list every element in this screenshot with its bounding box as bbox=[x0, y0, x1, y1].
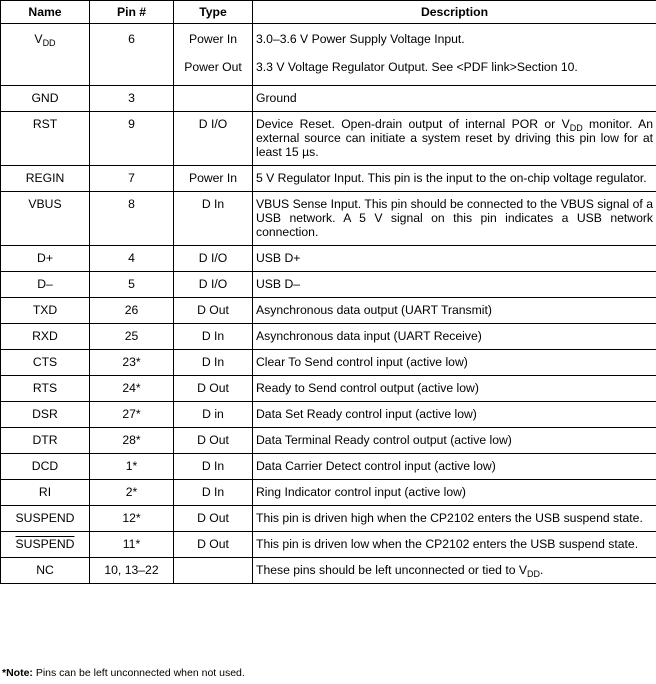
pin-name: NC bbox=[1, 558, 90, 584]
pin-number: 6 bbox=[90, 24, 174, 86]
pin-name: VBUS bbox=[1, 192, 90, 246]
pin-type: D In bbox=[174, 350, 253, 376]
table-row bbox=[1, 480, 656, 506]
pin-description: Asynchronous data input (UART Receive) bbox=[253, 324, 656, 350]
pin-name: RST bbox=[1, 112, 90, 166]
pin-description: Data Carrier Detect control input (active low) bbox=[253, 454, 656, 480]
pin-description: Clear To Send control input (active low) bbox=[253, 350, 656, 376]
table-row bbox=[1, 246, 656, 272]
header-name: Name bbox=[1, 1, 90, 24]
pin-description: USB D– bbox=[253, 272, 656, 298]
footnote-text: Pins can be left unconnected when not used. bbox=[32, 667, 245, 679]
pin-number: 5 bbox=[90, 272, 174, 298]
pin-name: REGIN bbox=[1, 166, 90, 192]
pin-type bbox=[174, 86, 253, 112]
pin-name bbox=[1, 24, 90, 86]
header-type: Type bbox=[174, 1, 253, 24]
table-row bbox=[1, 428, 656, 454]
table-row bbox=[1, 112, 656, 166]
pin-description: USB D+ bbox=[253, 246, 656, 272]
pin-type-line-1: Power In bbox=[188, 32, 238, 46]
table-row bbox=[1, 350, 656, 376]
vdd-name-sub: DD bbox=[42, 38, 56, 48]
pin-number: 12* bbox=[90, 506, 174, 532]
pin-name: RTS bbox=[1, 376, 90, 402]
pin-name: DCD bbox=[1, 454, 90, 480]
pin-name: CTS bbox=[1, 350, 90, 376]
pin-type bbox=[174, 558, 253, 584]
pin-name: GND bbox=[1, 86, 90, 112]
pin-description-line-2: 3.3 V Voltage Regulator Output. See <PDF link>Section 10. bbox=[256, 60, 578, 74]
pin-name bbox=[1, 532, 90, 558]
pin-number: 9 bbox=[90, 112, 174, 166]
pin-type: D I/O bbox=[174, 112, 253, 166]
pin-type-line-2: Power Out bbox=[184, 60, 242, 74]
header-pin: Pin # bbox=[90, 1, 174, 24]
pin-description bbox=[253, 112, 656, 166]
rst-desc-a: Device Reset. Open-drain output of internal POR or V bbox=[256, 117, 570, 131]
pin-type: D Out bbox=[174, 298, 253, 324]
nc-desc-a: These pins should be left unconnected or tied to V bbox=[256, 563, 528, 577]
pin-number: 2* bbox=[90, 480, 174, 506]
pin-name: D+ bbox=[1, 246, 90, 272]
pin-description: This pin is driven low when the CP2102 enters the USB suspend state. bbox=[253, 532, 656, 558]
pin-name: RXD bbox=[1, 324, 90, 350]
table-row bbox=[1, 166, 656, 192]
pin-type: D In bbox=[174, 454, 253, 480]
pin-type bbox=[174, 24, 253, 86]
pin-number: 4 bbox=[90, 246, 174, 272]
header-description: Description bbox=[253, 1, 656, 24]
pin-type: D I/O bbox=[174, 272, 253, 298]
vdd-name-main: V bbox=[34, 32, 43, 46]
pin-number: 11* bbox=[90, 532, 174, 558]
footnote-label: *Note: bbox=[2, 667, 33, 679]
footnote bbox=[2, 667, 245, 679]
table-row bbox=[1, 24, 656, 86]
pin-number: 28* bbox=[90, 428, 174, 454]
table-row bbox=[1, 298, 656, 324]
pin-type: Power In bbox=[174, 166, 253, 192]
pin-number: 25 bbox=[90, 324, 174, 350]
table-row bbox=[1, 402, 656, 428]
table-row bbox=[1, 272, 656, 298]
pin-type: D Out bbox=[174, 376, 253, 402]
pin-name: D– bbox=[1, 272, 90, 298]
table-row bbox=[1, 454, 656, 480]
pin-description: Ready to Send control output (active low) bbox=[253, 376, 656, 402]
pin-name: DTR bbox=[1, 428, 90, 454]
table-header-row bbox=[1, 1, 656, 24]
table-row bbox=[1, 532, 656, 558]
nc-desc-sub: DD bbox=[527, 569, 541, 579]
pin-type: D In bbox=[174, 480, 253, 506]
pin-type: D Out bbox=[174, 506, 253, 532]
table-row bbox=[1, 376, 656, 402]
pin-description bbox=[253, 24, 656, 86]
pin-description: This pin is driven high when the CP2102 enters the USB suspend state. bbox=[253, 506, 656, 532]
pin-type: D Out bbox=[174, 428, 253, 454]
rst-desc-b: monitor. An external source can initiate a system reset by driving this pin low for at least 15 µs. bbox=[256, 117, 654, 159]
table-row bbox=[1, 324, 656, 350]
pin-description: 5 V Regulator Input. This pin is the input to the on-chip voltage regulator. bbox=[253, 166, 656, 192]
pin-name: TXD bbox=[1, 298, 90, 324]
pin-type: D I/O bbox=[174, 246, 253, 272]
pin-description: Asynchronous data output (UART Transmit) bbox=[253, 298, 656, 324]
table-row bbox=[1, 86, 656, 112]
pin-description: Ground bbox=[253, 86, 656, 112]
pin-number: 24* bbox=[90, 376, 174, 402]
table-row bbox=[1, 192, 656, 246]
pin-description-line-1: 3.0–3.6 V Power Supply Voltage Input. bbox=[256, 32, 465, 46]
pin-name: SUSPEND bbox=[1, 506, 90, 532]
pin-number: 7 bbox=[90, 166, 174, 192]
pin-description: Data Set Ready control input (active low) bbox=[253, 402, 656, 428]
table-row bbox=[1, 506, 656, 532]
table-row bbox=[1, 558, 656, 584]
pin-number: 1* bbox=[90, 454, 174, 480]
pin-description: VBUS Sense Input. This pin should be connected to the VBUS signal of a USB network. A 5 V signal on this pin indicates a USB network connection. bbox=[253, 192, 656, 246]
pin-type: D in bbox=[174, 402, 253, 428]
suspend-n-name: SUSPEND bbox=[15, 537, 75, 551]
pin-type: D Out bbox=[174, 532, 253, 558]
pin-description: Data Terminal Ready control output (active low) bbox=[253, 428, 656, 454]
pin-name: DSR bbox=[1, 402, 90, 428]
pin-number: 10, 13–22 bbox=[90, 558, 174, 584]
pin-type: D In bbox=[174, 324, 253, 350]
pin-description bbox=[253, 558, 656, 584]
pin-name: RI bbox=[1, 480, 90, 506]
pin-number: 3 bbox=[90, 86, 174, 112]
pin-number: 27* bbox=[90, 402, 174, 428]
pin-type: D In bbox=[174, 192, 253, 246]
pin-number: 23* bbox=[90, 350, 174, 376]
pin-description: Ring Indicator control input (active low) bbox=[253, 480, 656, 506]
rst-desc-sub: DD bbox=[569, 123, 583, 133]
nc-desc-b: . bbox=[540, 563, 544, 577]
pin-number: 8 bbox=[90, 192, 174, 246]
pin-number: 26 bbox=[90, 298, 174, 324]
